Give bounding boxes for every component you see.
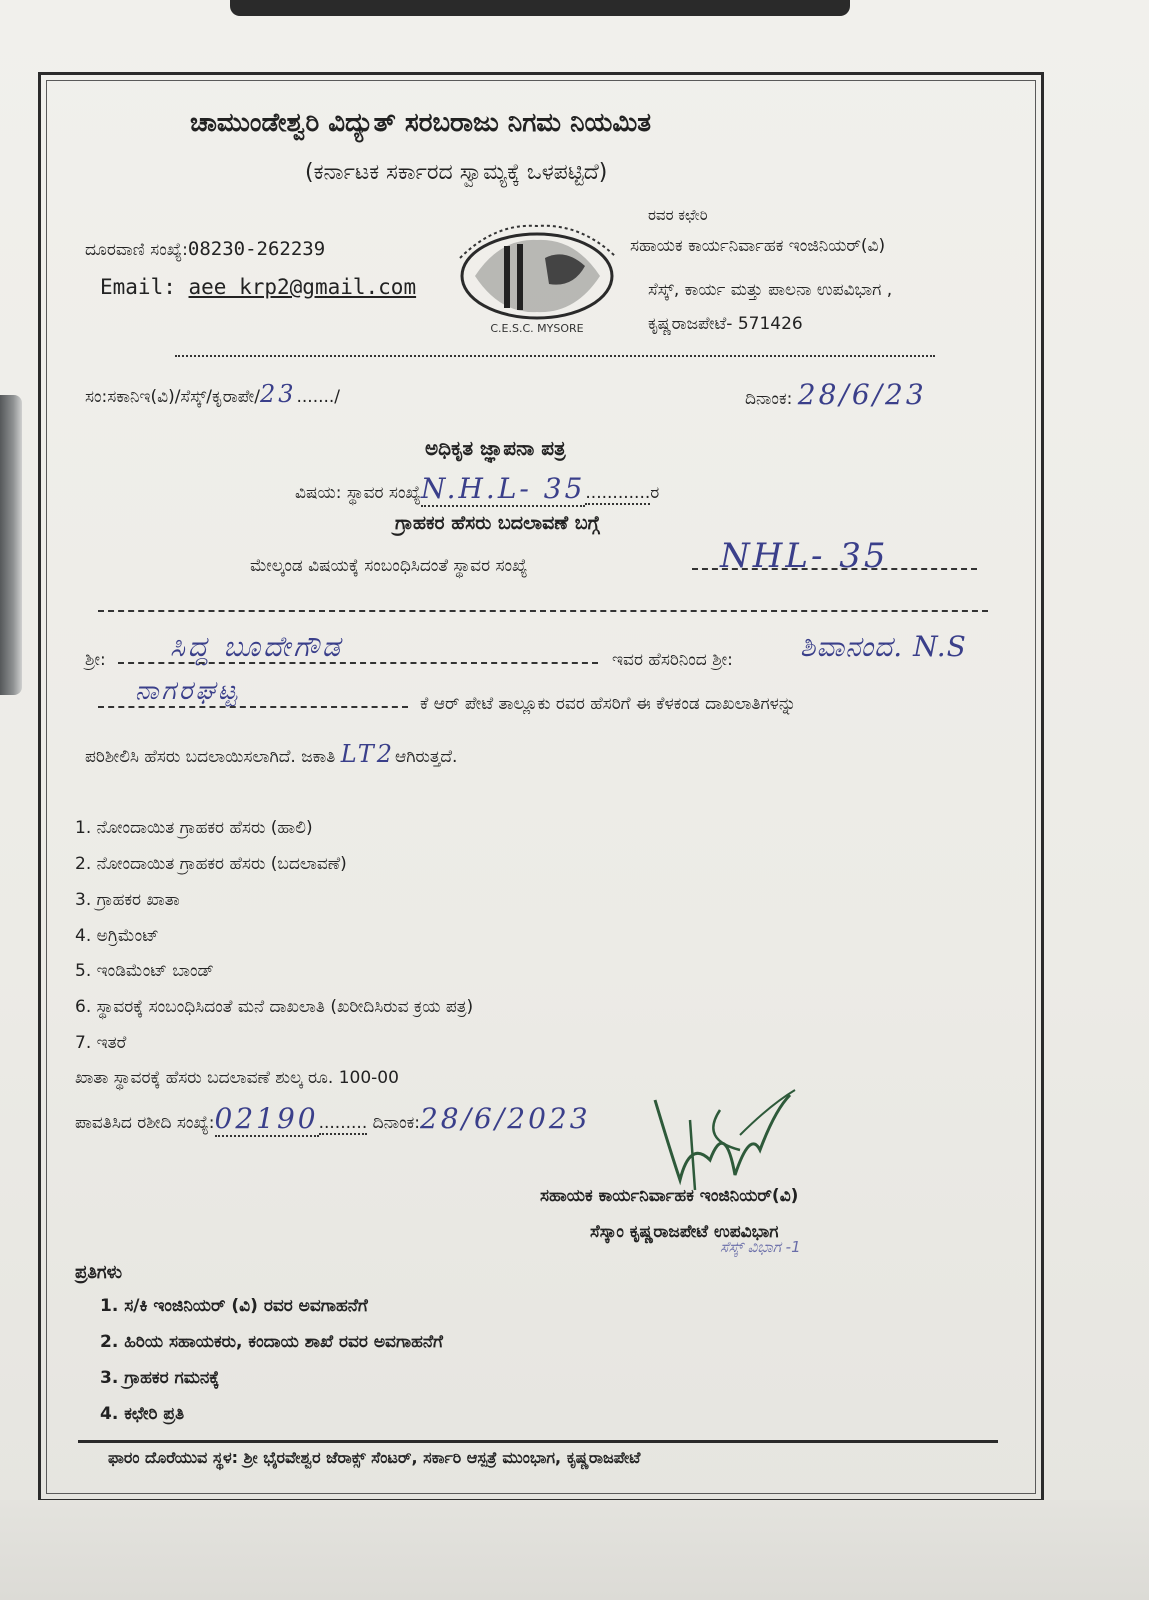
paragraph-line-3b: ಆಗಿರುತ್ತದೆ. bbox=[394, 747, 458, 767]
reference-dash-line bbox=[692, 568, 977, 570]
reference-number: 23 bbox=[259, 380, 297, 408]
signatory-office: ಸೆಸ್ಕಾಂ ಕೃಷ್ಣರಾಜಪೇಟೆ ಉಪವಿಭಾಗ bbox=[590, 1222, 779, 1242]
email-label: Email: bbox=[100, 275, 176, 299]
office-line4: ಕೃಷ್ಣರಾಜಪೇಟೆ- 571426 bbox=[648, 314, 803, 334]
header-separator bbox=[175, 355, 935, 357]
blank-dash-line bbox=[98, 610, 988, 612]
binder-clip-edge bbox=[0, 395, 22, 695]
subject-label: ವಿಷಯ: ಸ್ಥಾವರ ಸಂಖ್ಯೆ bbox=[295, 483, 421, 503]
copy-item-1: 1. ಸ/ಕಿ ಇಂಜಿನಿಯರ್ (ವಿ) ರವರ ಅವಗಾಹನೆಗೆ bbox=[100, 1296, 368, 1316]
copies-heading: ಪ್ರತಿಗಳು bbox=[75, 1262, 123, 1283]
phone-line bbox=[85, 238, 325, 260]
subject-plant-number: N.H.L- 35 bbox=[420, 472, 586, 505]
office-line1: ರವರ ಕಛೇರಿ bbox=[648, 206, 708, 224]
org-subtitle: (ಕರ್ನಾಟಕ ಸರ್ಕಾರದ ಸ್ವಾಮ್ಯಕ್ಕೆ ಒಳಪಟ್ಟಿದೆ) bbox=[305, 160, 608, 185]
document-title: ಅಧಿಕೃತ ಜ್ಞಾಪನಾ ಪತ್ರ bbox=[425, 436, 566, 460]
fee-line: ಖಾತಾ ಸ್ಥಾವರಕ್ಕೆ ಹೆಸರು ಬದಲಾವಣೆ ಶುಲ್ಕ ರೂ. 100-00 bbox=[75, 1068, 399, 1088]
date-line bbox=[745, 378, 927, 411]
footer-text: ಫಾರಂ ದೊರೆಯುವ ಸ್ಥಳ: ಶ್ರೀ ಭೈರವೇಶ್ವರ ಜೆರಾಕ್ಸ್ ಸೆಂಟರ್, ಸರ್ಕಾರಿ ಆಸ್ಪತ್ರೆ ಮುಂಭಾಗ, ಕೃಷ್ಣರಾಜಪೇಟೆ bbox=[108, 1448, 641, 1467]
document-item-2: 2. ನೋಂದಾಯಿತ ಗ್ರಾಹಕರ ಹೆಸರು (ಬದಲಾವಣೆ) bbox=[75, 854, 347, 874]
document-item-1: 1. ನೋಂದಾಯಿತ ಗ್ರಾಹಕರ ಹೆಸರು (ಹಾಲಿ) bbox=[75, 818, 313, 838]
office-line2: ಸಹಾಯಕ ಕಾರ್ಯನಿರ್ವಾಹಕ ಇಂಜಿನಿಯರ್(ವಿ) bbox=[630, 236, 886, 256]
from-text: ಇವರ ಹೆಸರಿನಿಂದ ಶ್ರೀ: bbox=[612, 650, 733, 670]
document-item-4: 4. ಅಗ್ರಿಮೆಂಟ್ bbox=[75, 926, 159, 946]
copy-item-3: 3. ಗ್ರಾಹಕರ ಗಮನಕ್ಕೆ bbox=[100, 1368, 220, 1388]
tariff-handwritten: LT2 bbox=[340, 740, 395, 768]
document-item-7: 7. ಇತರೆ bbox=[75, 1033, 127, 1053]
date-value: 28/6/23 bbox=[797, 378, 927, 411]
page-bottom-edge bbox=[0, 1500, 1149, 1600]
reference-paragraph-line: ಮೇಲ್ಕಂಡ ವಿಷಯಕ್ಕೆ ಸಂಬಂಧಿಸಿದಂತೆ ಸ್ಥಾವರ ಸಂಖ್ಯೆ bbox=[250, 556, 528, 576]
logo-text: C.E.S.C. MYSORE bbox=[490, 322, 584, 335]
new-consumer-name: ಶಿವಾನಂದ. N.S bbox=[800, 630, 967, 663]
org-name: ಚಾಮುಂಡೇಶ್ವರಿ ವಿದ್ಯುತ್ ಸರಬರಾಜು ನಿಗಮ ನಿಯಮಿತ bbox=[190, 108, 652, 138]
signatory-title: ಸಹಾಯಕ ಕಾರ್ಯನಿರ್ವಾಹಕ ಇಂಜಿನಿಯರ್(ವಿ) bbox=[540, 1186, 799, 1206]
document-item-5: 5. ಇಂಡಿಮೆಂಟ್ ಬಾಂಡ್ bbox=[75, 961, 214, 981]
receipt-label: ಪಾವತಿಸಿದ ರಶೀದಿ ಸಂಖ್ಯೆ: bbox=[75, 1113, 215, 1133]
paragraph-line-2: ಕೆ ಆರ್ ಪೇಟೆ ತಾಲ್ಲೂಕು ರವರ ಹೆಸರಿಗೆ ಈ ಕೆಳಕಂಡ ದಾಖಲಾತಿಗಳನ್ನು bbox=[420, 694, 797, 714]
office-line3: ಸೆಸ್ಕ್, ಕಾರ್ಯ ಮತ್ತು ಪಾಲನಾ ಉಪವಿಭಾಗ , bbox=[648, 280, 893, 300]
top-dark-strip bbox=[230, 0, 850, 16]
document-item-3: 3. ಗ್ರಾಹಕರ ಖಾತಾ bbox=[75, 890, 180, 910]
rubber-stamp: ಸೆಸ್ಕ್ ವಿಭಾಗ -1 bbox=[720, 1238, 801, 1256]
phone-number: 08230-262239 bbox=[187, 238, 326, 260]
subject-line: ವಿಷಯ: ಸ್ಥಾವರ ಸಂಖ್ಯೆN.H.L- 35............ರ bbox=[295, 472, 660, 505]
date-label: ದಿನಾಂಕ: bbox=[745, 389, 793, 409]
subject-suffix: ರ bbox=[650, 483, 660, 503]
reference-number-line: ಸಂ:ಸಕಾನಿಇ(ವಿ)/ಸೆಸ್ಕ್/ಕೃರಾಪೇ/23......./ bbox=[85, 380, 341, 408]
document-item-6: 6. ಸ್ಥಾವರಕ್ಕೆ ಸಂಬಂಧಿಸಿದಂತೆ ಮನೆ ದಾಖಲಾತಿ (ಖರೀದಿಸಿರುವ ಕ್ರಯ ಪತ್ರ) bbox=[75, 997, 474, 1017]
phone-label: ದೂರವಾಣಿ ಸಂಖ್ಯೆ: bbox=[85, 240, 188, 260]
copy-item-2: 2. ಹಿರಿಯ ಸಹಾಯಕರು, ಕಂದಾಯ ಶಾಖೆ ರವರ ಅವಗಾಹನೆಗೆ bbox=[100, 1332, 443, 1352]
copy-item-4: 4. ಕಛೇರಿ ಪ್ರತಿ bbox=[100, 1404, 185, 1424]
reference-plant-number: NHL- 35 bbox=[720, 536, 889, 576]
old-consumer-name: ಸಿದ್ದ ಬೂದೇಗೌಡ bbox=[170, 630, 343, 663]
reference-label: ಸಂ:ಸಕಾನಿಇ(ವಿ)/ಸೆಸ್ಕ್/ಕೃರಾಪೇ/ bbox=[85, 387, 260, 407]
receipt-number: 02190 bbox=[214, 1102, 319, 1135]
receipt-date-label: ದಿನಾಂಕ: bbox=[372, 1113, 420, 1133]
receipt-line: ಪಾವತಿಸಿದ ರಶೀದಿ ಸಂಖ್ಯೆ:02190......... ದಿನಾಂಕ:28/6/2023 bbox=[75, 1102, 591, 1135]
receipt-date: 28/6/2023 bbox=[419, 1102, 591, 1135]
subject-line-2: ಗ್ರಾಹಕರ ಹೆಸರು ಬದಲಾವಣೆ ಬಗ್ಗೆ bbox=[395, 512, 600, 534]
shri-label: ಶ್ರೀ: bbox=[85, 650, 106, 670]
handwritten-signature bbox=[640, 1080, 800, 1200]
village-name: ನಾಗರಘಟ್ಟ bbox=[135, 676, 240, 706]
email-line bbox=[100, 275, 416, 299]
email-address: aee krp2@gmail.com bbox=[188, 275, 417, 299]
paragraph-line-3a: ಪರಿಶೀಲಿಸಿ ಹೆಸರು ಬದಲಾಯಿಸಲಾಗಿದೆ. ಜಕಾತಿ bbox=[85, 747, 336, 767]
old-name-dash-line bbox=[118, 662, 598, 664]
village-dash-line bbox=[98, 706, 408, 708]
paragraph-line-3 bbox=[85, 740, 457, 768]
cesc-logo-seal bbox=[445, 218, 630, 338]
footer-rule bbox=[78, 1440, 998, 1443]
